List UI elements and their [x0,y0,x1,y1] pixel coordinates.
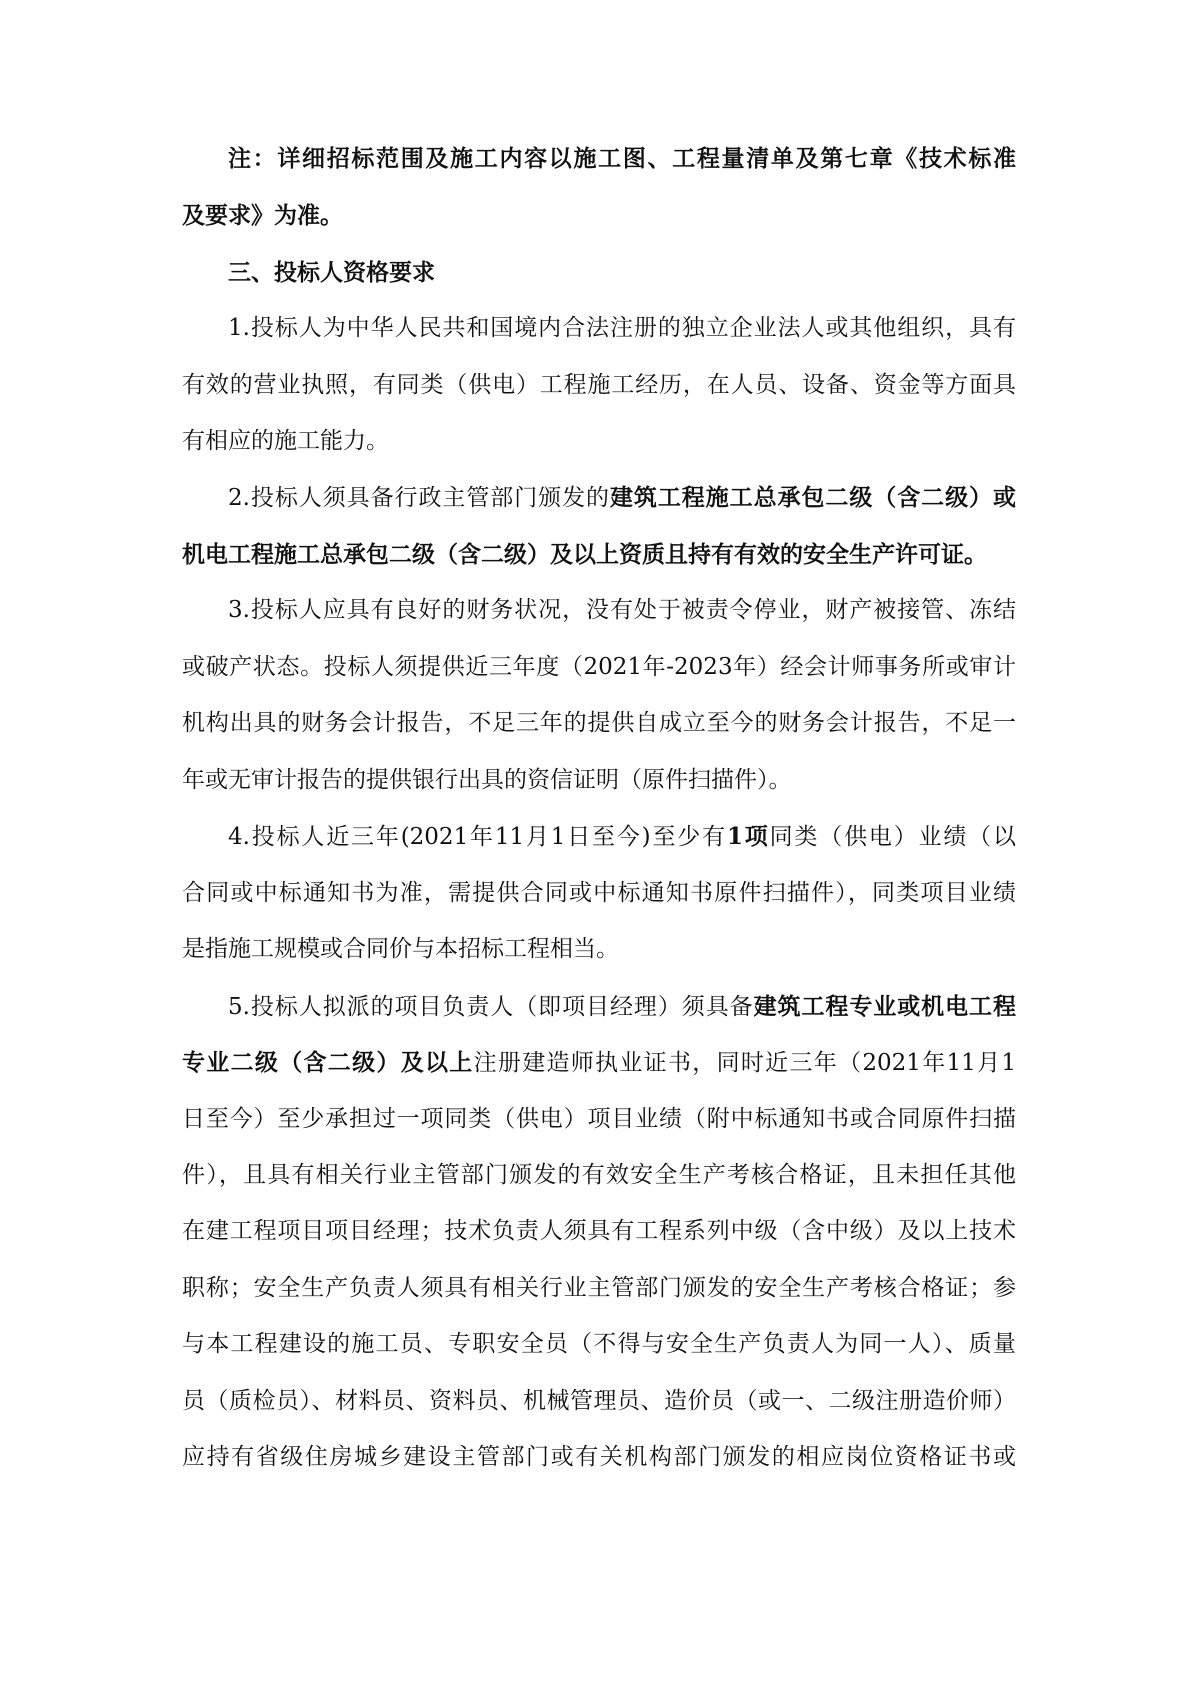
text-line [182,639,1016,696]
text-line [182,1203,1016,1260]
bold-text-segment: 专业二级（含二级）及以上 [182,1049,474,1076]
text-line [182,1260,1016,1317]
text-segment: 年或无审计报告的提供银行出具的资信证明（原件扫描件）。 [182,767,792,793]
text-segment: 1.投标人为中华人民共和国境内合法注册的独立企业法人或其他组织，具有 [228,315,1016,341]
bold-text-segment: 建筑工程专业或机电工程 [753,993,1016,1020]
text-segment: 同类（供电）业绩（以 [769,824,1016,850]
text-line [182,526,1016,583]
text-segment: 2.投标人须具备行政主管部门颁发的 [228,485,610,511]
text-line [182,1034,1016,1091]
text-segment: 有效的营业执照，有同类（供电）工程施工经历，在人员、设备、资金等方面具 [182,372,1016,398]
text-line [182,130,1016,187]
text-line [182,1373,1016,1430]
bold-text-segment: 注：详细招标范围及施工内容以施工图、工程量清单及第七章《技术标准 [228,145,1016,172]
text-line [182,865,1016,922]
document-body [182,130,1016,1486]
text-line [182,978,1016,1035]
text-line [182,921,1016,978]
text-line [182,187,1016,244]
bold-text-segment: 建筑工程施工总承包二级（含二级）或 [609,484,1016,511]
text-line [182,1091,1016,1148]
text-segment: 员（质检员）、材料员、资料员、机械管理员、造价员（或一、二级注册造价师） [182,1388,1016,1414]
text-segment: 件），且具有相关行业主管部门颁发的有效安全生产考核合格证，且未担任其他 [182,1162,1016,1188]
text-segment: 与本工程建设的施工员、专职安全员（不得与安全生产负责人为同一人）、质量 [182,1331,1016,1357]
text-line [182,244,1016,301]
text-line [182,1429,1016,1486]
bold-text-segment: 1项 [726,823,770,850]
text-line [182,808,1016,865]
bold-text-segment: 及要求》为准。 [182,202,343,229]
text-line [182,1316,1016,1373]
text-segment: 在建工程项目项目经理；技术负责人须具有工程系列中级（含中级）及以上技术 [182,1218,1016,1244]
text-segment: 4.投标人近三年(2021年11月1日至今)至少有 [228,824,727,850]
text-segment: 3.投标人应具有良好的财务状况，没有处于被责令停业，财产被接管、冻结 [228,597,1016,623]
text-segment: 是指施工规模或合同价与本招标工程相当。 [182,936,619,962]
text-line [182,1147,1016,1204]
text-segment: 注册建造师执业证书，同时近三年（2021年11月1 [473,1050,1016,1076]
text-line [182,357,1016,414]
text-segment: 日至今）至少承担过一项同类（供电）项目业绩（附中标通知书或合同原件扫描 [182,1106,1016,1132]
text-segment: 机构出具的财务会计报告，不足三年的提供自成立至今的财务会计报告，不足一 [182,710,1016,736]
text-segment: 5.投标人拟派的项目负责人（即项目经理）须具备 [228,994,754,1020]
text-line [182,413,1016,470]
text-segment: 应持有省级住房城乡建设主管部门或有关机构部门颁发的相应岗位资格证书或 [182,1444,1016,1470]
text-segment: 合同或中标通知书为准，需提供合同或中标通知书原件扫描件），同类项目业绩 [182,880,1016,906]
text-line [182,752,1016,809]
text-segment: 职称；安全生产负责人须具有相关行业主管部门颁发的安全生产考核合格证；参 [182,1275,1016,1301]
text-line [182,469,1016,526]
text-line [182,300,1016,357]
text-line [182,695,1016,752]
bold-text-segment: 机电工程施工总承包二级（含二级）及以上资质且持有有效的安全生产许可证。 [182,541,987,568]
bold-text-segment: 三、投标人资格要求 [228,259,435,286]
text-segment: 或破产状态。投标人须提供近三年度（2021年-2023年）经会计师事务所或审计 [182,654,1016,680]
text-line [182,582,1016,639]
text-segment: 有相应的施工能力。 [182,428,389,454]
